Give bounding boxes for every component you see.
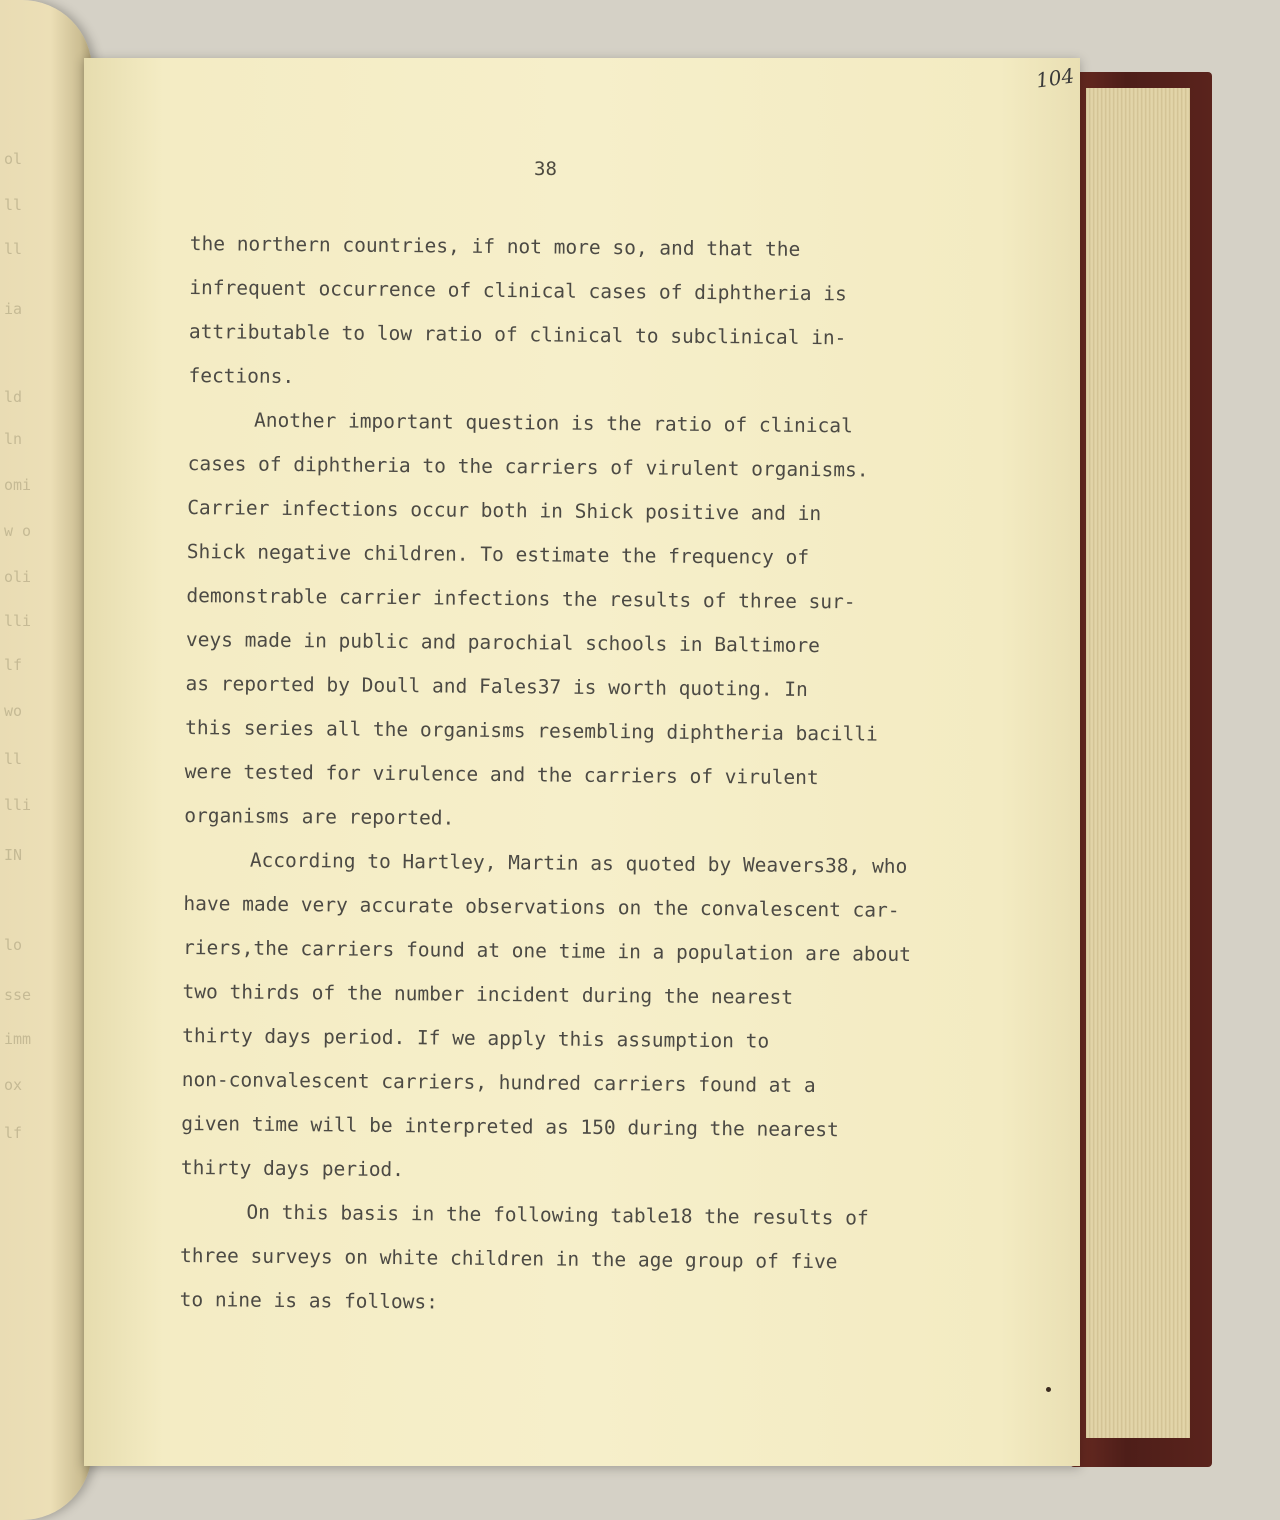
text-line: demonstrable carrier infections the results of three sur- [186, 583, 856, 614]
text-line: Carrier infections occur both in Shick positive and in [187, 495, 822, 526]
text-line: fections. [188, 363, 295, 389]
text-line: three surveys on white children in the age group of five [179, 1243, 838, 1274]
text-line: According to Hartley, Martin as quoted by Weavers38, who [249, 848, 908, 878]
facing-page-edge: ol ll ll ia ld ln omi w o oli lli lf wo ll lli IN lo sse imm ox lf [0, 0, 92, 1520]
text-line: this series all the organisms resembling diphtheria bacilli [185, 715, 878, 746]
paragraph-1 [188, 222, 1010, 406]
paragraph-2 [184, 398, 1008, 846]
text-line: the northern countries, if not more so, and that the [189, 231, 801, 261]
text-line: were tested for virulence and the carriers of virulent [184, 759, 819, 790]
text-line: organisms are reported. [184, 803, 455, 830]
page-number: 38 [534, 158, 557, 180]
text-line: non-convalescent carriers, hundred carriers found at a [181, 1067, 816, 1098]
text-line: given time will be interpreted as 150 during the nearest [181, 1111, 839, 1142]
text-line: two thirds of the number incident during the nearest [182, 979, 794, 1009]
text-line: as reported by Doull and Fales37 is worth quoting. In [185, 671, 808, 701]
text-line: to nine is as follows: [179, 1287, 439, 1314]
corner-annotation: 104 [1034, 63, 1076, 93]
text-line: thirty days period. [180, 1155, 405, 1182]
text-line: attributable to low ratio of clinical to subclinical in- [188, 319, 847, 350]
page-block-edges [1086, 88, 1190, 1438]
paragraph-3 [181, 838, 1004, 1198]
paragraph-4 [179, 1190, 1000, 1330]
text-line: cases of diphtheria to the carriers of virulent organisms. [187, 451, 869, 482]
text-line: infrequent occurrence of clinical cases of diphtheria is [189, 275, 847, 306]
text-line: Shick negative children. To estimate the frequency of [186, 539, 810, 569]
ink-spot [1046, 1387, 1051, 1392]
text-line: Another important question is the ratio of clinical [253, 408, 853, 438]
text-line: thirty days period. If we apply this assumption to [182, 1023, 770, 1053]
text-line: have made very accurate observations on the convalescent car- [183, 891, 900, 922]
text-line: On this basis in the following table18 the results of [246, 1200, 869, 1230]
body-text [179, 222, 1010, 1330]
text-line: riers,the carriers found at one time in a population are about [182, 935, 912, 966]
text-line: veys made in public and parochial schools in Baltimore [185, 627, 821, 658]
